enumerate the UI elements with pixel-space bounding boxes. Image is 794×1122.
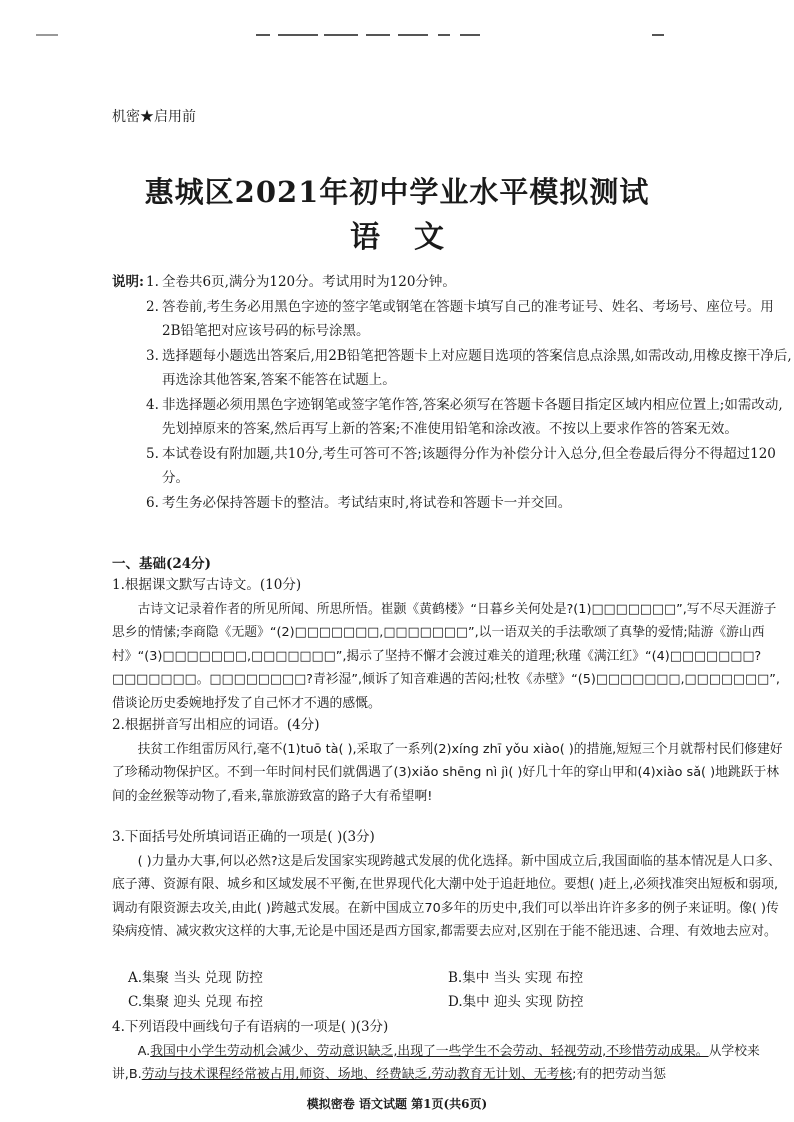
option-d: D.集中 迎头 实现 防控	[448, 994, 584, 1010]
instruction-text: 选择题每小题选出答案后,用2B铅笔把答题卡上对应题目选项的答案信息点涂黑,如需改动,用橡皮擦干净后,再选涂其他答案,答案不能答在试题上。	[162, 347, 792, 388]
sentence-b-label: 从学校来讲,B.	[112, 1043, 760, 1082]
instruction-text: 答卷前,考生务必用黑色字迹的签字笔或钢笔在答题卡填写自己的准考证号、姓名、考场号、座位号。用2B铅笔把对应该号码的标号涂黑。	[162, 298, 774, 339]
question-body: 扶贫工作组雷厉风行,毫不(1)tuō tà( ),采取了一系列(2)xíng zhī yǒu xiào( )的措施,短短三个月就帮村民们修建好了珍稀动物保护区。不到一年时间村民们就偶遇了(3)xiǎo shēng nì jì( )好几十年的穿山甲和(4)xiào sǎ( )地跳跃于林间的金丝猴等动物了,看来,靠旅游致富的路子大有希望啊!	[112, 741, 783, 804]
question-heading: 4.下列语段中画线句子有语病的一项是( )(3分)	[112, 1019, 389, 1035]
page-footer: 模拟密卷 语文试题 第1页(共6页)	[306, 1097, 488, 1111]
instruction-num: 4.	[146, 396, 159, 413]
question-heading: 2.根据拼音写出相应的词语。(4分)	[112, 717, 320, 733]
question-4	[112, 1016, 788, 1087]
instruction-item	[112, 491, 792, 516]
question-3	[112, 826, 788, 944]
instruction-item	[112, 344, 792, 393]
instruction-item	[112, 442, 792, 491]
question-heading: 1.根据课文默写古诗文。(10分)	[112, 577, 302, 593]
body-tail: ;有的把劳动当惩	[572, 1067, 667, 1082]
instruction-num: 6.	[146, 494, 159, 511]
instruction-text: 全卷共6页,满分为120分。考试用时为120分钟。	[162, 274, 456, 290]
option-c: C.集聚 迎头 兑现 布控	[128, 994, 264, 1010]
question-2	[112, 714, 788, 808]
scan-header-marks	[0, 28, 794, 42]
question-body	[112, 1040, 788, 1087]
instruction-item	[112, 295, 792, 344]
instruction-num: 2.	[146, 298, 159, 315]
question-1	[112, 574, 788, 715]
instruction-item	[112, 393, 792, 442]
instruction-text: 本试卷设有附加题,共10分,考生可答可不答;该题得分作为补偿分计入总分,但全卷最后得分不得超过120分。	[162, 445, 776, 486]
question-heading: 3.下面括号处所填词语正确的一项是( )(3分)	[112, 829, 375, 845]
instruction-num: 3.	[146, 347, 159, 364]
underlined-sentence-a: 我国中小学生劳动机会减少、劳动意识缺乏,出现了一些学生不会劳动、轻视劳动,不珍惜劳动成果。	[150, 1043, 709, 1059]
underlined-sentence-b: 劳动与技术课程经常被占用,师资、场地、经费缺乏,劳动教育无计划、无考核	[141, 1067, 573, 1082]
instructions-lead: 说明:	[112, 274, 144, 290]
instruction-text: 非选择题必须用黑色字迹钢笔或签字笔作答,答案必须写在答题卡各题目指定区域内相应位置上;如需改动,先划掉原来的答案,然后再写上新的答案;不准使用铅笔和涂改液。不按以上要求作答的答案无效。	[162, 396, 783, 437]
instruction-text: 考生务必保持答题卡的整洁。考试结束时,将试卷和答题卡一并交回。	[162, 494, 572, 511]
question-body: ( )力量办大事,何以必然?这是后发国家实现跨越式发展的优化选择。新中国成立后,我国面临的基本情况是人口多、底子薄、资源有限、城乡和区域发展不平衡,在世界现代化大潮中处于追赶地位。要想( )赶上,必须找准突出短板和弱项,调动有限资源去攻关,由此( )跨越式发展。在新中国成立70多年的历史中,我们可以举出许许多多的例子来证明。像( )传染病疫情、减灾救灾这样的大事,无论是中国还是西方国家,都需要去应对,区别在于能不能迅速、合理、有效地去应对。	[112, 853, 781, 939]
sentence-a-label: A.	[137, 1043, 151, 1059]
instruction-num: 5.	[146, 445, 159, 462]
option-b: B.集中 当头 实现 布控	[448, 970, 584, 986]
exam-subject: 语文	[350, 220, 478, 255]
instruction-item	[112, 270, 792, 295]
exam-title: 惠城区2021年初中学业水平模拟测试	[144, 175, 650, 209]
option-a: A.集聚 当头 兑现 防控	[128, 970, 263, 986]
instruction-num: 1.	[146, 274, 159, 290]
confidential-label: 机密★启用前	[112, 109, 196, 125]
section-heading: 一、基础(24分)	[112, 556, 212, 572]
question-body: 古诗文记录着作者的所见所闻、所思所悟。崔颢《黄鹤楼》“日暮乡关何处是?(1)□□□□□□□”,写不尽天涯游子思乡的情愫;李商隐《无题》“(2)□□□□□□□,□□□□□□□”,以一语双关的手法歌颂了真挚的爱情;陆游《游山西村》“(3)□□□□□□□,□□□□□□□”,揭示了坚持不懈才会渡过难关的道理;秋瑾《满江红》“(4)□□□□□□□?□□□□□□□。□□□□□□□□?青衫湿”,倾诉了知音难遇的苦闷;杜牧《赤壁》“(5)□□□□□□□,□□□□□□□”,借谈论历史委婉地抒发了自己怀才不遇的感慨。	[112, 601, 780, 711]
instructions	[112, 270, 792, 515]
question-3-options	[128, 966, 768, 1014]
